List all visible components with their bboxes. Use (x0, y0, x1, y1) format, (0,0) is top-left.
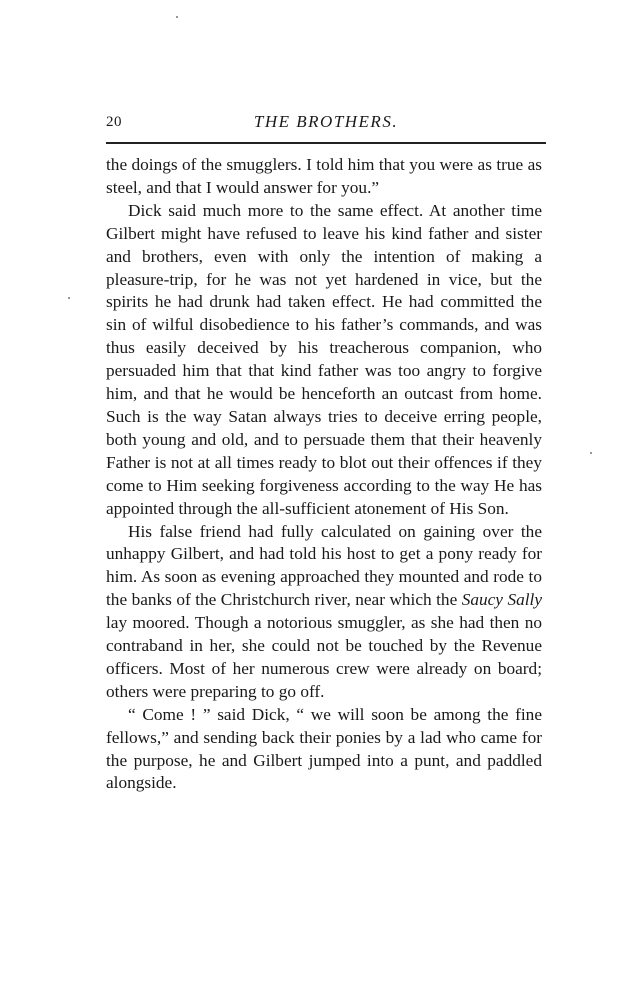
text-run: Dick said much more to the same effect. At another time Gilbert might have refused to leave his kind father and sister and brothers, even with only the intention of making a pleasure-trip, for he was not yet hardened in vice, but the spirits he had drunk had taken effect. He had committed the sin of wilful disobedience to his father’s commands, and was thus easily deceived by his treacherous companion, who persuaded him that that kind father was too angry to forgive him, and that he would be henceforth an outcast from home. Such is the way Satan always tries to deceive erring people, both young and old, and to persuade them that their heavenly Father is not at all times ready to blot out their offences if they come to Him seeking forgiveness according to the way He has appointed through the all-sufficient atonement of His Son. (106, 200, 542, 518)
italic-text: Saucy Sally (461, 590, 542, 610)
page-header (106, 112, 546, 142)
header-rule (106, 142, 546, 144)
paragraph (106, 521, 542, 704)
text-run: lay moored. Though a notorious smuggler, as she had then no contraband in her, she could not be touched by the Revenue officers. Most of her numerous crew were already on board; others were preparing to go off. (106, 613, 542, 701)
scan-speck (176, 16, 178, 18)
running-title: THE BROTHERS. (253, 112, 399, 131)
text-run: His false friend had fully calculated on gaining over the unhappy Gilbert, and had told his host to get a pony ready for him. As soon as evening approached they mounted and rode to the banks of the Christchurch river, near which the (106, 521, 542, 610)
scan-speck (590, 452, 592, 454)
text-run: “ Come ! ” said Dick, “ we will soon be among the fine fellows,” and sending back their ponies by a lad who came for the purpose, he and Gilbert jumped into a punt, and paddled alongside. (106, 704, 542, 793)
paragraph (106, 200, 542, 521)
page-number: 20 (106, 114, 122, 130)
paragraph (106, 154, 542, 200)
paragraph (106, 704, 542, 796)
body-text (106, 154, 542, 795)
text-run: the doings of the smugglers. I told him that you were as true as steel, and that I would answer for you.” (106, 155, 542, 197)
scan-speck (68, 297, 70, 299)
